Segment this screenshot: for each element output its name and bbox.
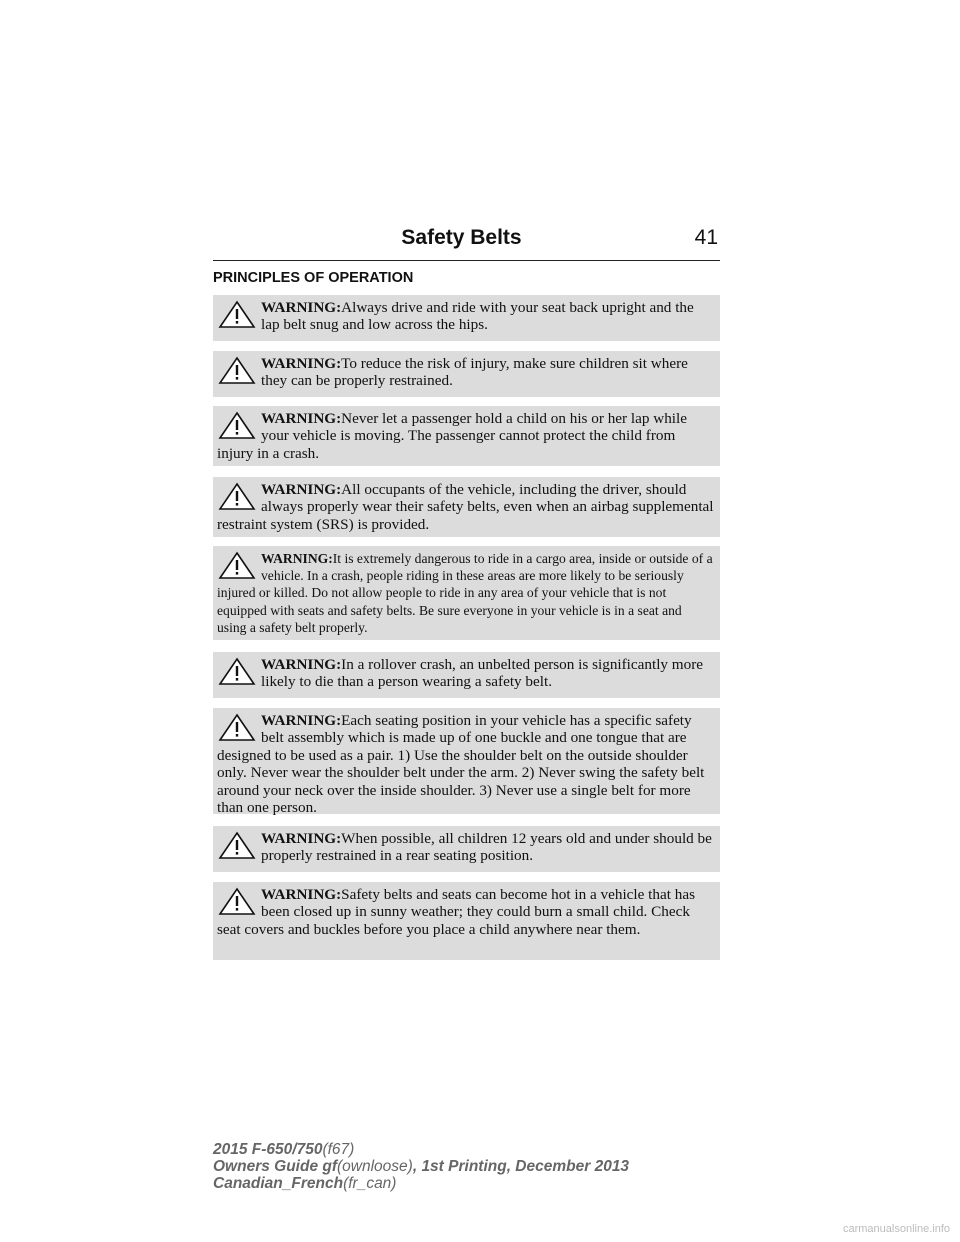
warning-label: WARNING:: [261, 481, 342, 498]
warning-triangle-icon: [217, 886, 257, 916]
footer-model: 2015 F-650/750: [213, 1141, 323, 1158]
footer-guide: Owners Guide gf: [213, 1158, 338, 1175]
warning-text: All occupants of the vehicle, including the driver, should always properly wear their safety belts, even when an airbag supplemental restraint system (SRS) is provided.: [217, 481, 714, 533]
warning-box: [213, 882, 720, 960]
watermark-link[interactable]: carmanualsonline.info: [842, 1223, 950, 1235]
print-footer: [213, 1141, 629, 1192]
page-title: Safety Belts: [401, 226, 522, 249]
warning-label: WARNING:: [261, 551, 333, 566]
page-header: [213, 226, 720, 261]
warning-label: WARNING:: [261, 410, 342, 427]
warning-text: To reduce the risk of injury, make sure children sit where they can be properly restrained.: [261, 355, 688, 390]
footer-guide-type: (ownloose): [337, 1158, 413, 1175]
warning-label: WARNING:: [261, 355, 342, 372]
footer-model-code: (f67): [322, 1141, 355, 1158]
warning-label: WARNING:: [261, 886, 342, 903]
warning-triangle-icon: [217, 410, 257, 440]
warning-label: WARNING:: [261, 656, 342, 673]
warning-text: Safety belts and seats can become hot in a vehicle that has been closed up in sunny weather; they could burn a small child. Check seat covers and buckles before you place a child anywhere near them.: [217, 886, 695, 938]
footer-locale-code: (fr_can): [343, 1175, 397, 1192]
warning-triangle-icon: [217, 550, 257, 580]
warning-label: WARNING:: [261, 299, 342, 316]
warning-text: It is extremely dangerous to ride in a cargo area, inside or outside of a vehicle. In a crash, people riding in these areas are more likely to be seriously injured or killed. Do not allow people to ride in any area of your vehicle that is not equipped with seats and safety belts. Be sure everyone in your vehicle is in a seat and using a safety belt properly.: [217, 551, 713, 635]
warning-text: Always drive and ride with your seat back upright and the lap belt snug and low across the hips.: [261, 299, 694, 334]
warning-triangle-icon: [217, 355, 257, 385]
footer-line-locale: [213, 1175, 629, 1192]
warning-triangle-icon: [217, 656, 257, 686]
warning-text: When possible, all children 12 years old and under should be properly restrained in a rear seating position.: [261, 830, 712, 865]
warning-text: Never let a passenger hold a child on his or her lap while your vehicle is moving. The passenger cannot protect the child from injury in a crash.: [217, 410, 687, 462]
warning-box: [213, 708, 720, 817]
warning-label: WARNING:: [261, 712, 342, 729]
warning-text: In a rollover crash, an unbelted person is significantly more likely to die than a person wearing a safety belt.: [261, 656, 704, 691]
warning-text: Each seating position in your vehicle has a specific safety belt assembly which is made up of one buckle and one tongue that are designed to be used as a pair. 1) Use the shoulder belt on the outside shoulder only. Never wear the shoulder belt under the arm. 2) Never swing the safety belt around your neck over the inside shoulder. 3) Never use a single belt for more than one person.: [217, 712, 705, 817]
warning-box: [213, 406, 720, 466]
warning-box: [213, 652, 720, 698]
warning-triangle-icon: [217, 481, 257, 511]
footer-locale: Canadian_French: [213, 1175, 344, 1192]
warning-box: [213, 295, 720, 341]
warning-triangle-icon: [217, 712, 257, 742]
warning-triangle-icon: [217, 830, 257, 860]
warning-triangle-icon: [217, 299, 257, 329]
warning-box: [213, 546, 720, 640]
footer-line-model: [213, 1141, 629, 1158]
warning-label: WARNING:: [261, 830, 342, 847]
warning-box: [213, 826, 720, 872]
warning-box: [213, 477, 720, 537]
page-number: 41: [694, 226, 718, 249]
footer-line-guide: [213, 1158, 629, 1175]
footer-printing: , 1st Printing, December 2013: [412, 1158, 630, 1175]
warning-box: [213, 351, 720, 397]
section-heading: PRINCIPLES OF OPERATION: [213, 270, 414, 286]
